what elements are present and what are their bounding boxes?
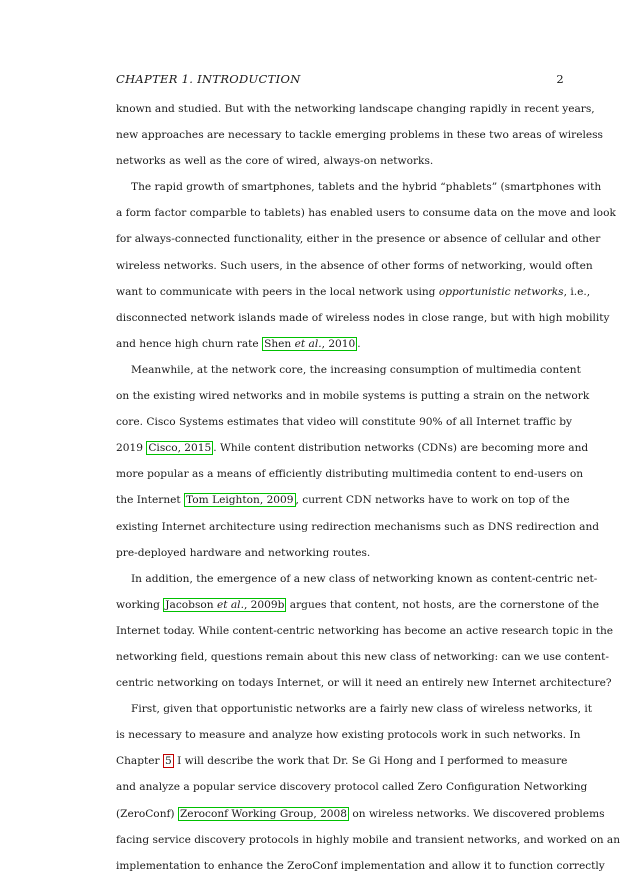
text-segment: and analyze a popular service discovery protocol called Zero Configuration Networking <box>116 781 588 794</box>
text-line <box>116 696 592 722</box>
text-segment: the Internet <box>116 494 185 507</box>
citation-link: Shen <box>264 337 295 350</box>
citation-link[interactable]: Tom Leighton, 2009 <box>186 494 294 507</box>
citation-link: et al. <box>216 598 244 611</box>
text-segment: In addition, the emergence of a new class of networking known as content-centric net- <box>131 572 598 585</box>
text-line <box>116 801 605 827</box>
text-segment: want to communicate with peers in the local network using <box>116 285 439 298</box>
text-line <box>116 566 598 592</box>
text-segment: centric networking on todays Internet, or will it need an entirely new Internet architecture? <box>116 677 612 690</box>
text-line <box>116 748 568 774</box>
citation-link[interactable] <box>262 337 357 351</box>
text-segment: . While content distribution networks (CDNs) are becoming more and <box>213 442 589 455</box>
text-segment: for always-connected functionality, either in the presence or absence of cellular and other <box>116 233 601 246</box>
text-line <box>116 435 589 461</box>
text-line <box>116 722 581 748</box>
text-line <box>116 540 564 566</box>
citation-link[interactable]: Zeroconf Working Group, 2008 <box>179 807 348 820</box>
text-segment: networks as well as the core of wired, always-on networks. <box>116 155 434 168</box>
citation-link[interactable]: Cisco, 2015 <box>148 442 212 455</box>
text-line <box>116 200 616 226</box>
page-number: 2 <box>556 72 564 86</box>
text-line <box>116 279 591 305</box>
text-segment: wireless networks. Such users, in the absence of other forms of networking, would often <box>116 259 593 272</box>
text-segment: Internet today. While content-centric networking has become an active research topic in the <box>116 624 614 637</box>
text-line <box>116 148 564 174</box>
text-segment: The rapid growth of smartphones, tablets and the hybrid “phablets” (smartphones with <box>131 181 602 194</box>
text-segment: new approaches are necessary to tackle emerging problems in these two areas of wireless <box>116 129 603 142</box>
text-segment: on wireless networks. We discovered problems <box>349 807 605 820</box>
text-segment: . <box>357 337 361 350</box>
text-line <box>116 514 600 540</box>
text-line <box>116 853 605 879</box>
text-line <box>116 618 614 644</box>
text-segment: argues that content, not hosts, are the cornerstone of the <box>286 598 600 611</box>
text-segment: pre-deployed hardware and networking routes. <box>116 546 371 559</box>
text-segment: networking field, questions remain about this new class of networking: can we use content- <box>116 650 609 663</box>
body-text <box>116 96 621 879</box>
text-segment: Chapter <box>116 755 163 768</box>
text-segment: 2019 <box>116 442 147 455</box>
text-segment: on the existing wired networks and in mobile systems is putting a strain on the network <box>116 390 590 403</box>
text-segment: Meanwhile, at the network core, the increasing consumption of multimedia content <box>131 363 581 376</box>
text-segment: and hence high churn rate <box>116 337 263 350</box>
text-segment: disconnected network islands made of wireless nodes in close range, but with high mobility <box>116 311 610 324</box>
text-segment: core. Cisco Systems estimates that video will constitute 90% of all Internet traffic by <box>116 416 573 429</box>
citation-link: , 2010 <box>321 337 356 350</box>
text-line <box>116 331 564 357</box>
text-segment: facing service discovery protocols in highly mobile and transient networks, and worked on an <box>116 833 621 846</box>
text-line <box>116 122 603 148</box>
text-line <box>116 305 610 331</box>
text-line <box>116 827 621 853</box>
citation-link[interactable] <box>163 598 286 612</box>
text-line <box>116 592 600 618</box>
text-segment: opportunistic networks <box>438 285 564 298</box>
chapter-reference-link[interactable]: 5 <box>164 755 172 768</box>
text-line <box>116 174 602 200</box>
text-line <box>116 253 593 279</box>
text-line <box>116 226 601 252</box>
text-segment: existing Internet architecture using redirection mechanisms such as DNS redirection and <box>116 520 600 533</box>
text-segment: a form factor comparble to tablets) has enabled users to consume data on the move and look <box>116 207 616 220</box>
text-segment: is necessary to measure and analyze how existing protocols work in such networks. In <box>116 729 581 742</box>
text-segment: , i.e., <box>563 285 591 298</box>
text-segment: implementation to enhance the ZeroConf implementation and allow it to function correctly <box>116 859 605 872</box>
text-segment: , current CDN networks have to work on top of the <box>295 494 570 507</box>
text-line <box>116 644 609 670</box>
text-segment: First, given that opportunistic networks are a fairly new class of wireless networks, it <box>131 703 592 716</box>
citation-link: Jacobson <box>165 598 217 611</box>
text-segment: working <box>116 598 164 611</box>
text-line <box>116 774 588 800</box>
text-line <box>116 409 573 435</box>
text-segment: known and studied. But with the networking landscape changing rapidly in recent years, <box>116 103 595 115</box>
chapter-heading: CHAPTER 1. INTRODUCTION <box>116 72 301 86</box>
text-line <box>116 357 581 383</box>
text-segment: I will describe the work that Dr. Se Gi Hong and I performed to measure <box>173 755 568 768</box>
running-header <box>116 72 564 86</box>
text-line <box>116 461 584 487</box>
text-segment: more popular as a means of efficiently distributing multimedia content to end-users on <box>116 468 584 481</box>
text-line <box>116 383 590 409</box>
text-line <box>116 670 612 696</box>
citation-link: , 2009b <box>243 598 285 611</box>
citation-link: et al. <box>294 337 322 350</box>
text-line <box>116 487 570 513</box>
text-line <box>116 96 595 122</box>
text-segment: (ZeroConf) <box>116 807 178 820</box>
